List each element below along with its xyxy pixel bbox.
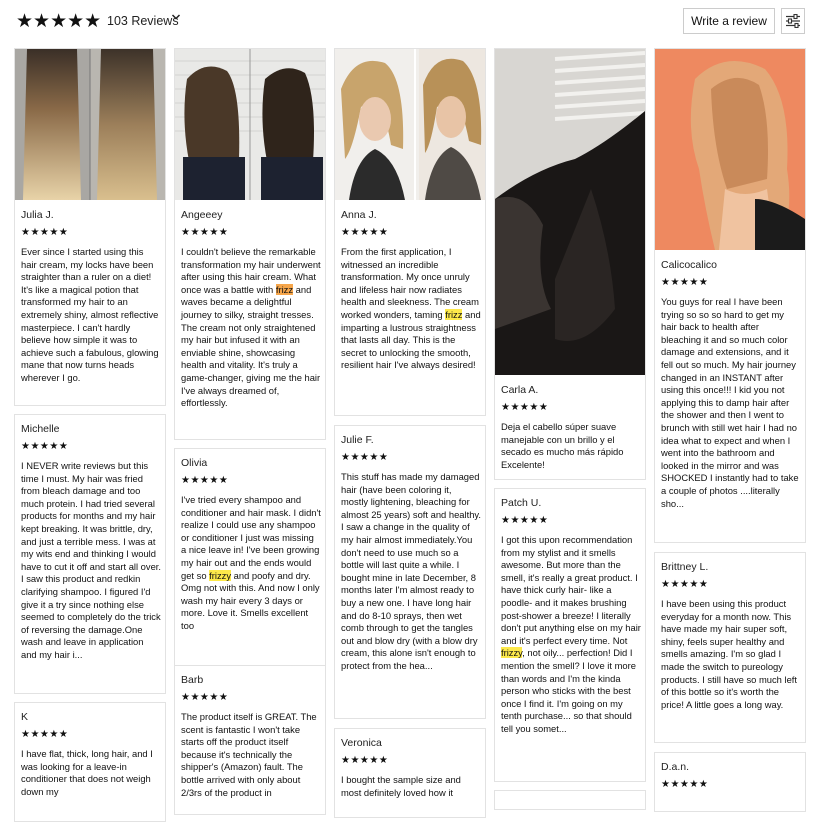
filter-button[interactable] — [781, 8, 805, 34]
review-text: I have flat, thick, long hair, and I was looking for a leave-in conditioner that does not weigh down my — [21, 748, 153, 797]
review-card[interactable] — [334, 48, 486, 416]
review-stars: ★★★★★ — [181, 475, 229, 486]
reviewer-name: Barb — [181, 674, 204, 686]
review-card[interactable] — [654, 552, 806, 743]
review-text: I bought the sample size and most definitely loved how it — [341, 774, 461, 798]
review-photo[interactable] — [335, 49, 485, 200]
review-photo[interactable] — [495, 49, 645, 375]
reviewer-name: Patch U. — [501, 497, 542, 509]
keyword-highlight: frizz — [275, 283, 294, 295]
review-card[interactable] — [334, 425, 486, 719]
keyword-highlight: frizzy — [209, 569, 232, 581]
reviewer-name: Olivia — [181, 457, 208, 469]
keyword-highlight: frizz — [445, 308, 463, 320]
review-text: I couldn't believe the remarkable transformation my hair underwent after using this hair cream. What once was a battle with frizz and waves became a delightful journey to silky, straight tresses. The cream not only straightened my hair but infused it with an enviable shine, showcasing health and vitality. It's truly a game-changer, giving me the hair I've always dreamed of, effortlessly. — [181, 246, 321, 409]
reviewer-name: Julie F. — [341, 434, 374, 446]
review-card[interactable] — [494, 790, 646, 810]
rating-summary-stars — [16, 12, 101, 31]
review-card[interactable] — [334, 728, 486, 818]
review-stars: ★★★★★ — [661, 277, 709, 288]
review-stars: ★★★★★ — [341, 452, 389, 463]
review-text: Ever since I started using this hair cream, my locks have been straighter than a ruler on a diet! It's like a magical potion that transformed my hair to an extremely shiny, almost reflective masterpiece. I can't hardly believe how simple it was to achieve such a fabulous, glowing mane that now turns heads wherever I go. — [21, 246, 159, 383]
reviewer-name: Calicocalico — [661, 259, 718, 271]
reviewer-name: Veronica — [341, 737, 382, 749]
review-stars: ★★★★★ — [21, 729, 69, 740]
review-card[interactable] — [654, 752, 806, 812]
review-stars: ★★★★★ — [341, 227, 389, 238]
review-stars: ★★★★★ — [341, 755, 389, 766]
review-card[interactable] — [174, 665, 326, 815]
reviewer-name: Anna J. — [341, 209, 377, 221]
review-card[interactable] — [494, 48, 646, 480]
review-text: The product itself is GREAT. The scent is fantastic I won't take starts off the product itself because it's technically the shipper's (Amazon) fault. The bottle arrived with only about 2/3rs of the product in — [181, 711, 317, 798]
reviewer-name: Brittney L. — [661, 561, 709, 573]
chevron-down-icon[interactable] — [171, 12, 181, 22]
review-count[interactable]: 103 Reviews — [107, 14, 179, 28]
review-stars: ★★★★★ — [21, 227, 69, 238]
review-stars: ★★★★★ — [501, 402, 549, 413]
review-card[interactable] — [654, 48, 806, 543]
reviewer-name: Angeeey — [181, 209, 223, 221]
review-text: Deja el cabello súper suave manejable con un brillo y el secado es mucho más rápido Excelente! — [501, 421, 624, 470]
reviewer-name: Julia J. — [21, 209, 54, 221]
keyword-highlight: frizzy — [501, 647, 523, 659]
review-text: I've tried every shampoo and conditioner and hair mask. I didn't realize I could use any shampoo or conditioner I just was missing a nice leave in! I've been growing my hair out and the ends would get so frizzy and poofy and dry. Omg not with this. And now I only wash my hair every 3 days or more. Love it. Smells excellent too — [181, 494, 321, 631]
review-photo[interactable] — [175, 49, 325, 200]
review-photo[interactable] — [15, 49, 165, 200]
reviewer-name: Carla A. — [501, 384, 539, 396]
review-text: I NEVER write reviews but this time I must. My hair was fried from bleach damage and too much protein. I had tried several products for months and my hair kept breaking. It was brittle, dry, and just a terrible mess. I was at my wits end and thinking I would have to cut it off and start all over. I saw this product and redkin clarifying shampoo. I figured I'd give it a try since nothing else seemed to completely do the trick of reversing the damage.One wash and leave in application and my hair i... — [21, 460, 162, 660]
reviewer-name: Michelle — [21, 423, 60, 435]
review-text: This stuff has made my damaged hair (have been coloring it, mostly lightening, bleaching for almost 25 years) soft and healthy. I saw a change in the quality of my hair almost immediately.You don't need to use much so a bottle will last quite a while. I bought mine in late December, 8 months later I'm almost ready to buy a new one. I have long hair and do 8-10 sprays, then wet comb through to get the tangles out and blow dry (with a blow dry cream, this alone isn't enough to protect from the hea... — [341, 471, 482, 671]
review-stars: ★★★★★ — [181, 692, 229, 703]
review-stars: ★★★★★ — [181, 227, 229, 238]
review-stars: ★★★★★ — [661, 779, 709, 790]
reviewer-name: D.a.n. — [661, 761, 690, 773]
review-text: You guys for real I have been trying so so so hard to get my hair back to health after bleaching it and so much color damage and extensions, and it fell out so much. My hair journey changed in an INSTANT after using this once!!! I kid you not applying this to damp hair after the shower and then I went to brunch with still wet hair I had no idea what to expect and when I went into the bathroom and looked in the mirror and was SHOCKED I instantly had to take a couple of photos ....literally sho... — [661, 296, 799, 509]
review-text: From the first application, I witnessed an incredible transformation. My once unruly and lifeless hair now radiates health and sleekness. The cream worked wonders, taming frizz and imparting a lustrous straightness that lasts all day. This is the secret to unlocking the smooth, resilient hair I've always desired! — [341, 246, 481, 371]
star-icon: ★★★★★ — [16, 11, 102, 32]
review-card[interactable] — [494, 488, 646, 782]
review-photo[interactable] — [655, 49, 805, 250]
write-review-button[interactable]: Write a review — [683, 8, 775, 34]
review-card[interactable] — [14, 48, 166, 406]
review-card[interactable] — [174, 448, 326, 666]
reviews-header — [0, 0, 822, 44]
review-card[interactable] — [174, 48, 326, 440]
review-stars: ★★★★★ — [21, 441, 69, 452]
review-card[interactable] — [14, 702, 166, 822]
review-text: I got this upon recommendation from my stylist and it smells awesome. But more than the smell, it's really a great product. I have thick curly hair- like a poodle- and it makes brushing post-shower a breeze! I literally don't put anything else on my hair and it's perfect every time. Not frizzy, not oily... perfection! Did I mention the smell? I love it more than words and I'm the kinda person who sticks with the best once I find it. I'm going on my tenth purchase... so that should tell you somet... — [501, 534, 641, 734]
sliders-icon — [785, 14, 801, 28]
review-stars: ★★★★★ — [501, 515, 549, 526]
review-stars: ★★★★★ — [661, 579, 709, 590]
review-text: I have been using this product everyday for a month now. This have made my hair super soft, shiny, feels super healthy and smells amazing. I'm so glad I made the switch to pureology products. I still have so much left of this bottle so it's worth the price! A little goes a long way. — [661, 598, 797, 710]
reviewer-name: K — [21, 711, 29, 723]
review-card[interactable] — [14, 414, 166, 694]
